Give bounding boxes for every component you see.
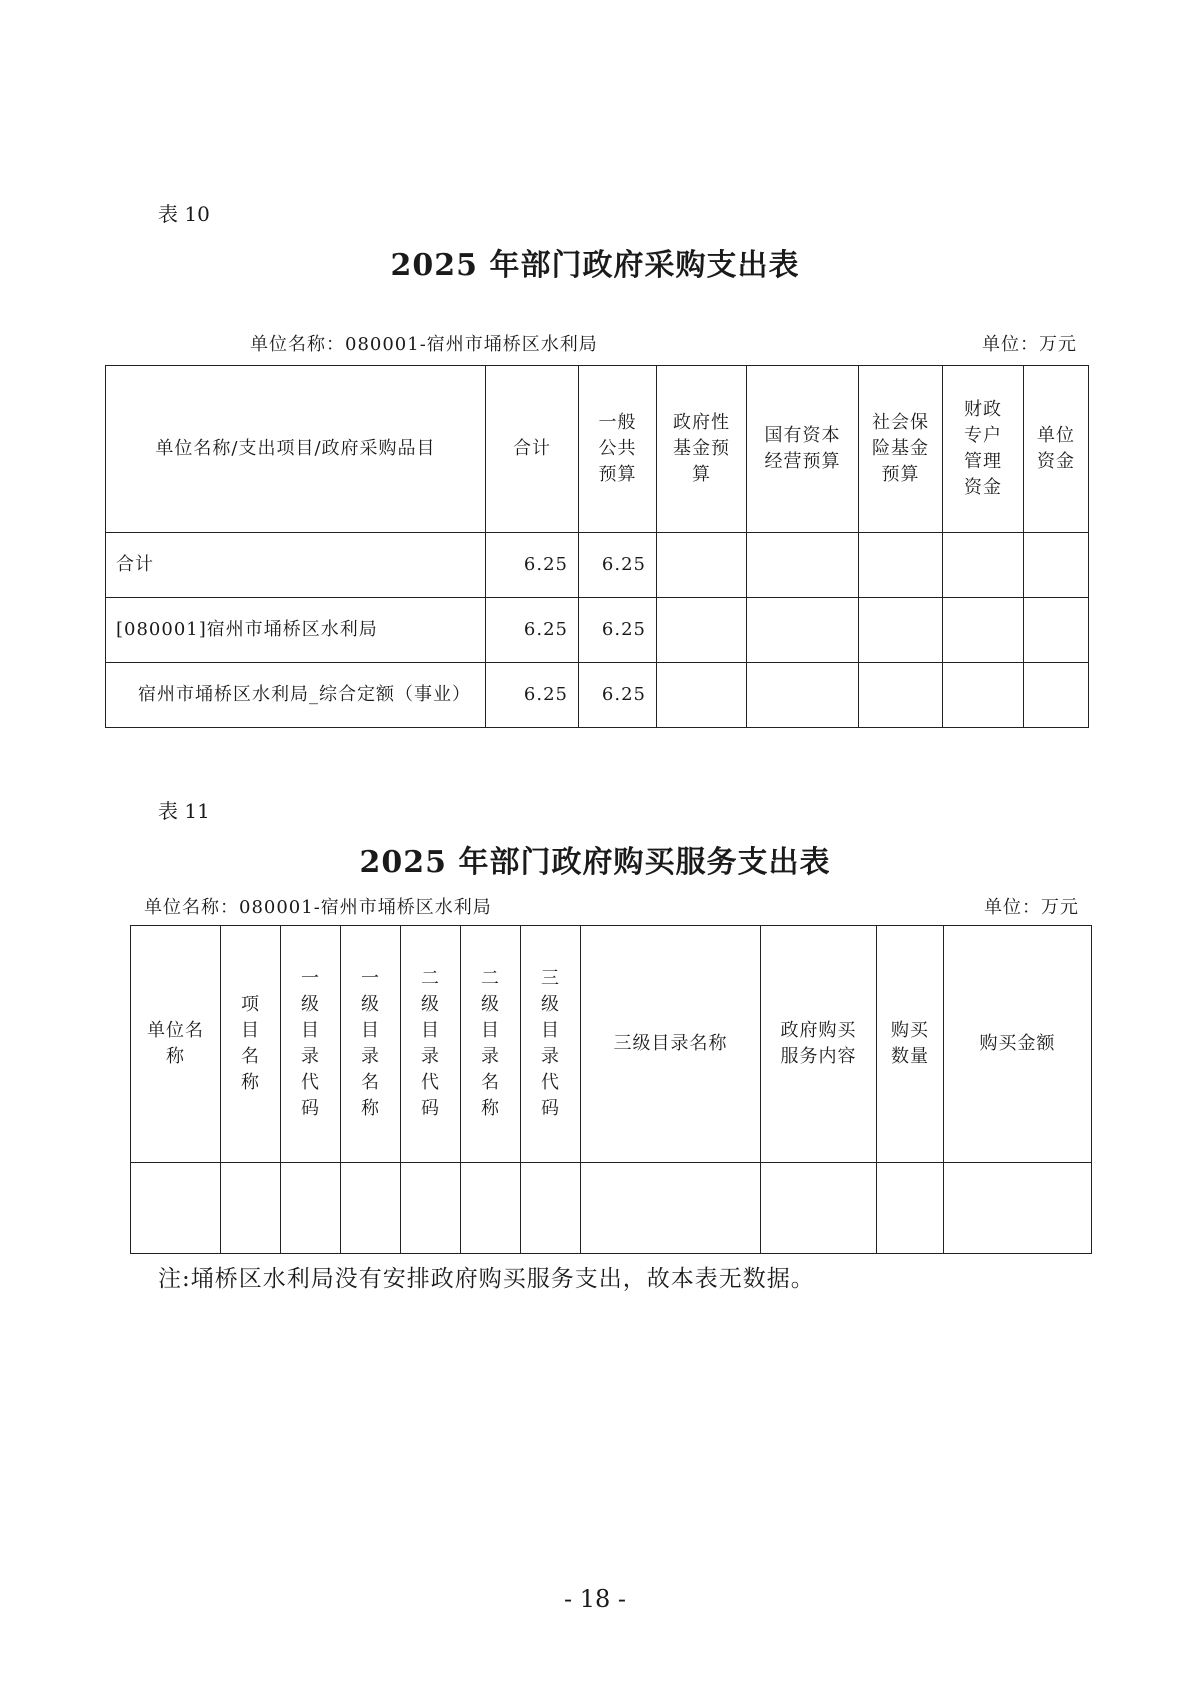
header-text-line: 预算 — [598, 464, 637, 485]
header-text-line: 目 — [421, 1020, 440, 1041]
header-text-line: 称 — [241, 1072, 260, 1093]
header-text-line: 目 — [301, 1020, 320, 1041]
header-text-line: 称 — [166, 1046, 185, 1067]
t11-header-cell — [761, 926, 877, 1163]
header-text-line: 预算 — [881, 464, 920, 485]
t11-header-cell — [281, 926, 341, 1163]
header-text-line: 码 — [301, 1098, 320, 1119]
t11-header-cell — [401, 926, 461, 1163]
t10-header-cell — [859, 366, 943, 533]
cell — [657, 533, 747, 598]
header-text-line: 目 — [541, 1020, 560, 1041]
cell: 6.25 — [579, 598, 657, 663]
cell — [401, 1163, 461, 1254]
header-text-line: 政府性 — [673, 412, 730, 433]
header-text-line: 项 — [241, 994, 260, 1015]
header-text-line: 服务内容 — [780, 1046, 857, 1067]
header-text-line: 代 — [421, 1072, 440, 1093]
header-text-line: 录 — [541, 1046, 560, 1067]
header-text-line: 码 — [541, 1098, 560, 1119]
header-text-line: 名 — [481, 1072, 500, 1093]
header-text-line: 单位 — [1037, 425, 1075, 446]
header-text-line: 目 — [241, 1020, 260, 1041]
table10-label: 表 10 — [158, 202, 210, 226]
t11-header-cell — [461, 926, 521, 1163]
cell — [747, 598, 859, 663]
t10-header-cell — [943, 366, 1024, 533]
header-text-line: 级 — [421, 994, 440, 1015]
header-text-line: 社会保 — [872, 412, 929, 433]
table-row — [106, 598, 1089, 663]
header-text-line: 代 — [541, 1072, 560, 1093]
t10-header-cell — [579, 366, 657, 533]
cell — [761, 1163, 877, 1254]
cell — [747, 533, 859, 598]
header-text-line: 购买 — [891, 1020, 929, 1041]
t11-header-cell — [221, 926, 281, 1163]
cell — [581, 1163, 761, 1254]
cell — [521, 1163, 581, 1254]
cell — [859, 663, 943, 728]
procurement-table — [105, 365, 1089, 728]
header-text-line: 级 — [301, 994, 320, 1015]
header-text-line: 二 — [481, 968, 500, 989]
table-row — [106, 663, 1089, 728]
cell: 6.25 — [579, 663, 657, 728]
cell: 6.25 — [486, 663, 579, 728]
header-text-line: 目 — [361, 1020, 380, 1041]
t11-header-cell — [944, 926, 1092, 1163]
header-text-line: 单位名 — [147, 1020, 204, 1041]
table11-header-row — [131, 926, 1092, 1163]
header-text-line: 三级目录名称 — [613, 1033, 728, 1054]
page-number: - 18 - — [563, 1585, 626, 1613]
header-text-line: 算 — [692, 464, 711, 485]
cell: 6.25 — [579, 533, 657, 598]
table10-unit: 单位：万元 — [982, 334, 1077, 355]
cell — [943, 598, 1024, 663]
header-text-line: 二 — [421, 968, 440, 989]
header-text-line: 资金 — [964, 477, 1002, 498]
header-text-line: 名 — [241, 1046, 260, 1067]
cell — [943, 533, 1024, 598]
cell — [131, 1163, 221, 1254]
header-text-line: 名 — [361, 1072, 380, 1093]
cell — [1024, 598, 1089, 663]
cell — [281, 1163, 341, 1254]
header-text-line: 一 — [301, 968, 320, 989]
cell — [341, 1163, 401, 1254]
cell: 6.25 — [486, 533, 579, 598]
t10-header-cell — [747, 366, 859, 533]
cell — [943, 663, 1024, 728]
header-text-line: 购买金额 — [979, 1033, 1056, 1054]
header-text-line: 国有资本 — [764, 425, 841, 446]
header-text-line: 录 — [301, 1046, 320, 1067]
header-text-line: 经营预算 — [764, 451, 841, 472]
cell: 合计 — [106, 533, 486, 598]
table11-unit: 单位：万元 — [984, 897, 1079, 918]
t11-header-cell — [131, 926, 221, 1163]
header-text-line: 称 — [361, 1098, 380, 1119]
t10-header-cell — [106, 366, 486, 533]
header-text-line: 财政 — [964, 399, 1002, 420]
table10-title: 2025 年部门政府采购支出表 — [390, 248, 800, 283]
cell — [1024, 533, 1089, 598]
header-text-line: 三 — [541, 968, 560, 989]
header-text-line: 险基金 — [872, 438, 929, 459]
cell — [877, 1163, 944, 1254]
cell: 6.25 — [486, 598, 579, 663]
cell: 宿州市埇桥区水利局_综合定额（事业） — [106, 663, 486, 728]
table10-header-row — [106, 366, 1089, 533]
header-text-line: 资金 — [1037, 451, 1075, 472]
table10-unit-name: 单位名称：080001-宿州市埇桥区水利局 — [250, 334, 598, 355]
header-text-line: 录 — [481, 1046, 500, 1067]
cell — [859, 533, 943, 598]
cell — [461, 1163, 521, 1254]
cell — [859, 598, 943, 663]
header-text-line: 基金预 — [673, 438, 730, 459]
header-text-line: 单位名称/支出项目/政府采购品目 — [155, 438, 436, 459]
header-text-line: 录 — [361, 1046, 380, 1067]
header-text-line: 数量 — [891, 1046, 929, 1067]
header-text-line: 一 — [361, 968, 380, 989]
t11-header-cell — [581, 926, 761, 1163]
table11-title: 2025 年部门政府购买服务支出表 — [359, 845, 831, 880]
cell — [1024, 663, 1089, 728]
header-text-line: 级 — [541, 994, 560, 1015]
header-text-line: 目 — [481, 1020, 500, 1041]
header-text-line: 合计 — [513, 438, 551, 459]
cell — [657, 663, 747, 728]
cell — [657, 598, 747, 663]
table11-unit-name: 单位名称：080001-宿州市埇桥区水利局 — [144, 897, 492, 918]
t11-header-cell — [341, 926, 401, 1163]
table11-label: 表 11 — [158, 799, 210, 823]
t10-header-cell — [1024, 366, 1089, 533]
header-text-line: 政府购买 — [780, 1020, 857, 1041]
header-text-line: 录 — [421, 1046, 440, 1067]
t11-header-cell — [877, 926, 944, 1163]
cell — [221, 1163, 281, 1254]
header-text-line: 码 — [421, 1098, 440, 1119]
t10-header-cell — [657, 366, 747, 533]
table-row — [106, 533, 1089, 598]
header-text-line: 公共 — [598, 438, 637, 459]
table-row — [131, 1163, 1092, 1254]
service-purchase-table — [130, 925, 1092, 1254]
t10-header-cell — [486, 366, 579, 533]
header-text-line: 级 — [361, 994, 380, 1015]
note: 注:埇桥区水利局没有安排政府购买服务支出，故本表无数据。 — [158, 1266, 815, 1292]
header-text-line: 称 — [481, 1098, 500, 1119]
header-text-line: 一般 — [598, 412, 637, 433]
header-text-line: 管理 — [964, 451, 1002, 472]
t11-header-cell — [521, 926, 581, 1163]
header-text-line: 专户 — [964, 425, 1002, 446]
header-text-line: 级 — [481, 994, 500, 1015]
cell — [747, 663, 859, 728]
cell: [080001]宿州市埇桥区水利局 — [106, 598, 486, 663]
cell — [944, 1163, 1092, 1254]
header-text-line: 代 — [301, 1072, 320, 1093]
